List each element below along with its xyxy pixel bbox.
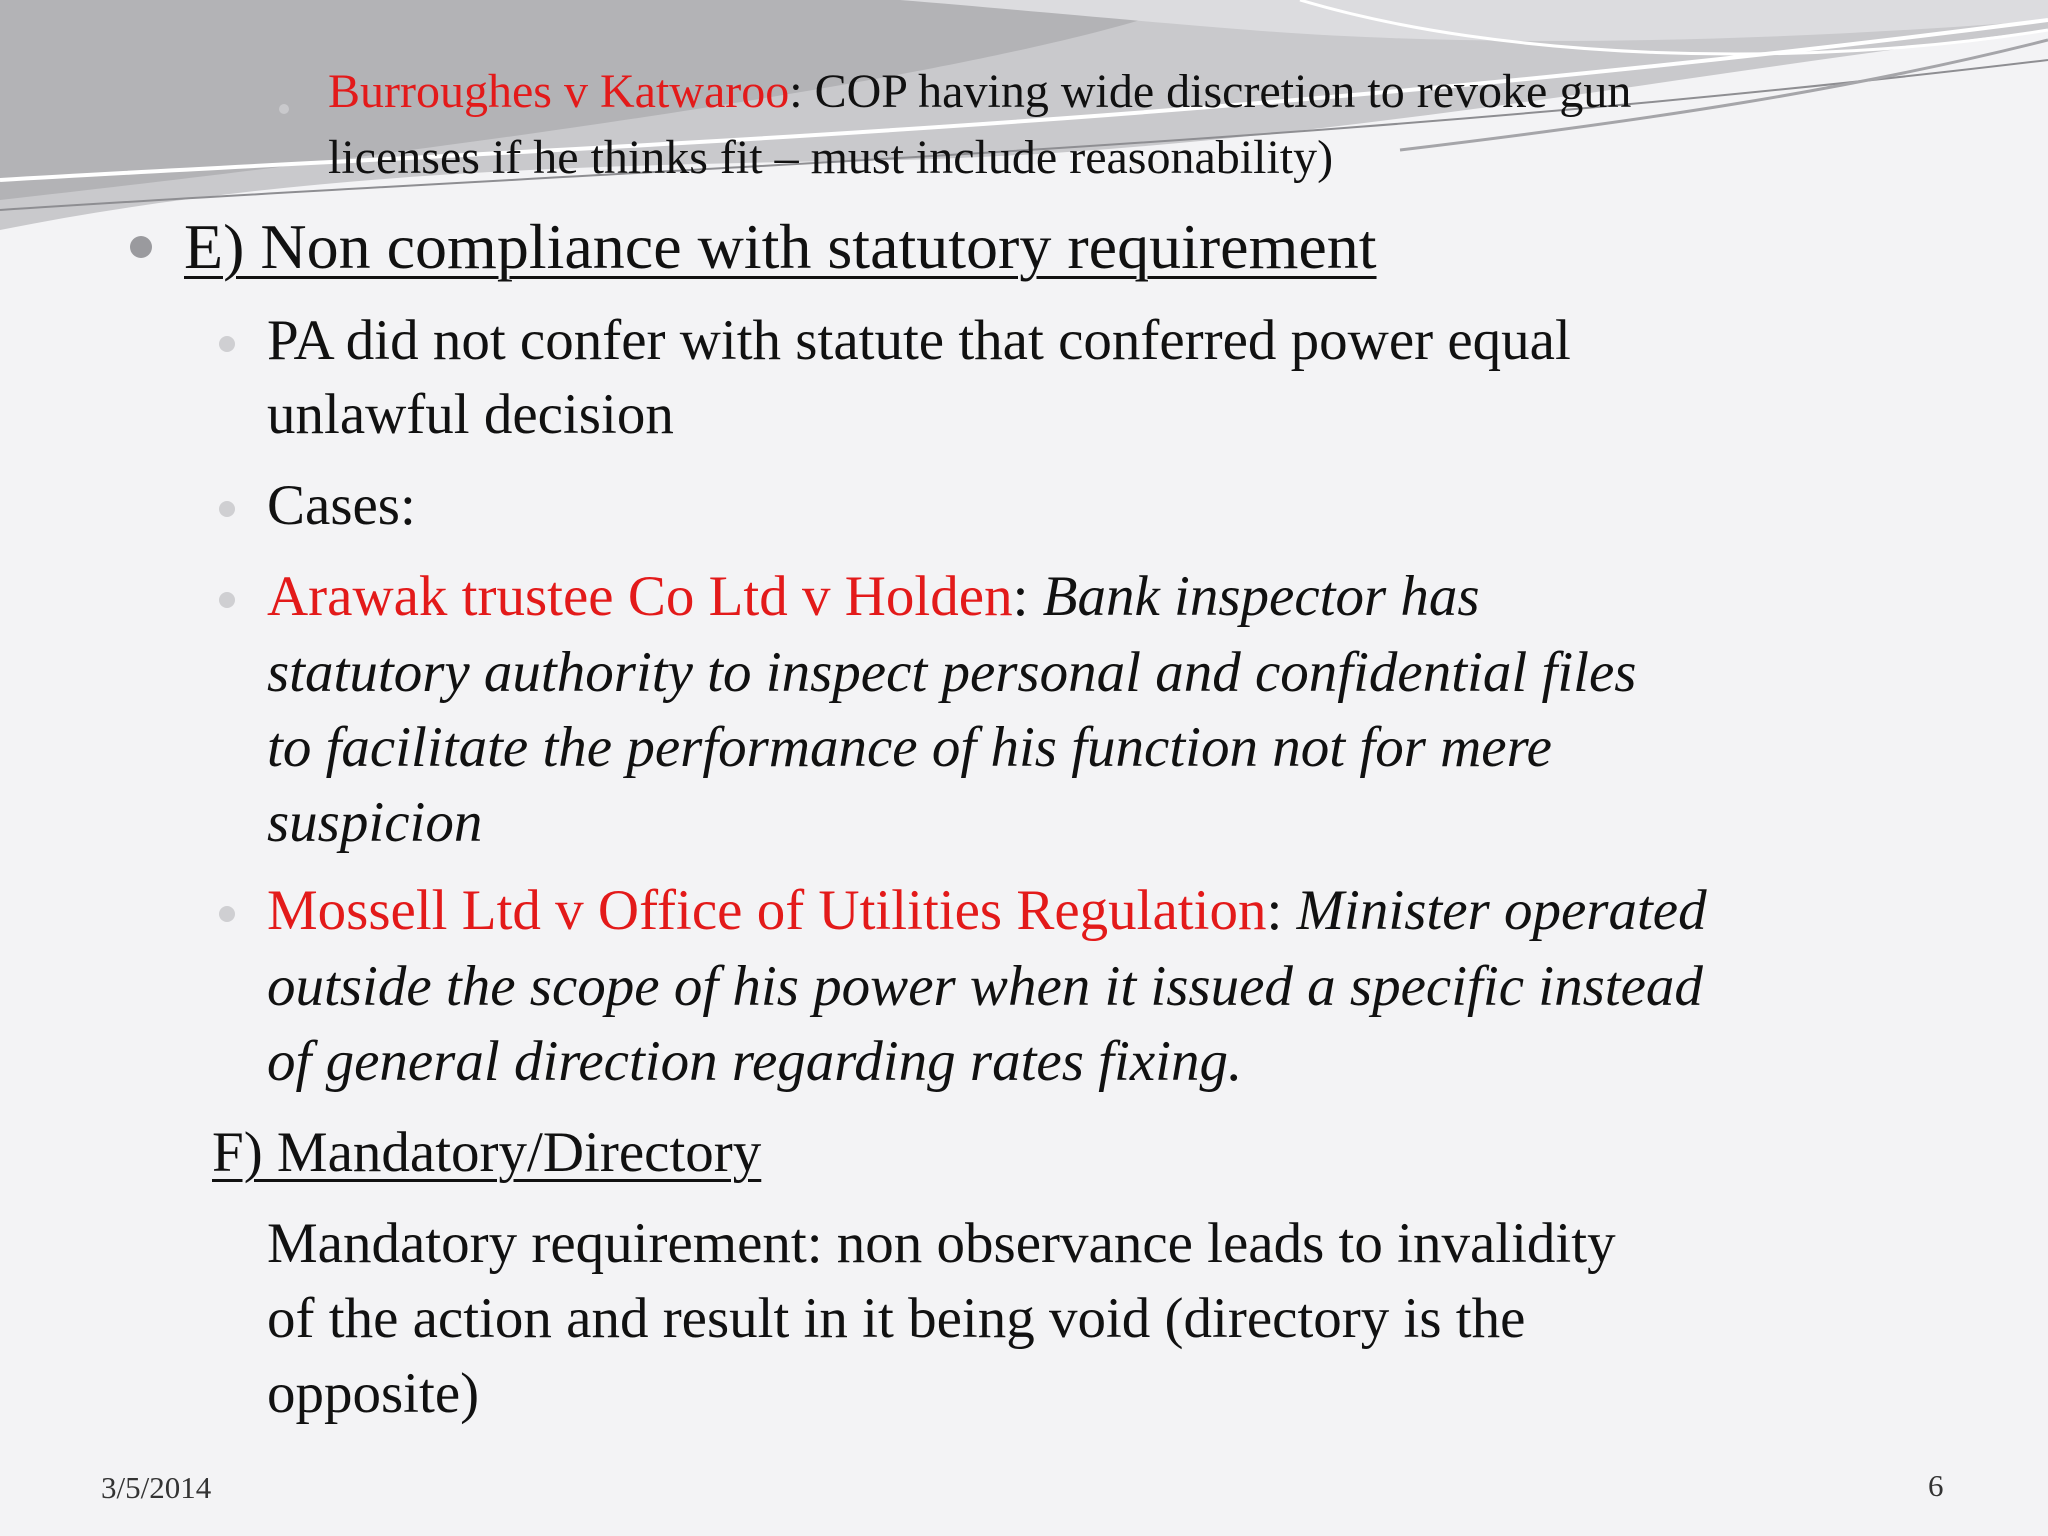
mandatory-line2: of the action and result in it being void (directory is the — [267, 1287, 1526, 1350]
mandatory-line1: Mandatory requirement: non observance leads to invalidity — [267, 1212, 1616, 1275]
bullet-dot — [279, 104, 289, 114]
top-bullet-line2: licenses if he thinks fit – must include reasonability) — [328, 131, 1334, 184]
arawak-line4: suspicion — [267, 791, 483, 854]
case-mossell-summary: Minister operated — [1296, 879, 1707, 942]
case-burroughes: Burroughes v Katwaroo — [328, 65, 790, 118]
pa-line1: PA did not confer with statute that conferred power equal — [267, 309, 1571, 372]
footer-page-number: 6 — [1928, 1468, 1944, 1503]
bullet-dot — [219, 336, 235, 352]
pa-line2: unlawful decision — [267, 383, 674, 446]
footer-date: 3/5/2014 — [101, 1470, 212, 1505]
bullet-dot — [130, 236, 152, 258]
bullet-dot — [219, 592, 235, 608]
case-arawak: Arawak trustee Co Ltd v Holden — [267, 565, 1013, 628]
mossell-line1: Mossell Ltd v Office of Utilities Regulation: Minister operated — [267, 879, 1707, 942]
case-arawak-summary: Bank inspector has — [1042, 565, 1480, 628]
arawak-line1: Arawak trustee Co Ltd v Holden: Bank inspector has — [267, 565, 1480, 628]
bullet-dot — [219, 501, 235, 517]
case-burroughes-summary: COP having wide discretion to revoke gun — [814, 65, 1632, 118]
cases-label: Cases: — [267, 474, 416, 537]
case-mossell: Mossell Ltd v Office of Utilities Regulation — [267, 879, 1267, 942]
mossell-line3: of general direction regarding rates fixing. — [267, 1030, 1243, 1093]
heading-e: E) Non compliance with statutory requirement — [184, 211, 1377, 282]
mossell-line2: outside the scope of his power when it issued a specific instead — [267, 955, 1703, 1018]
arawak-line2: statutory authority to inspect personal and confidential files — [267, 641, 1637, 704]
top-bullet-line1: Burroughes v Katwaroo: COP having wide discretion to revoke gun — [328, 65, 1632, 118]
mandatory-line3: opposite) — [267, 1362, 480, 1425]
arawak-line3: to facilitate the performance of his function not for mere — [267, 716, 1552, 779]
bullet-dot — [219, 906, 235, 922]
heading-f: F) Mandatory/Directory — [212, 1121, 762, 1184]
